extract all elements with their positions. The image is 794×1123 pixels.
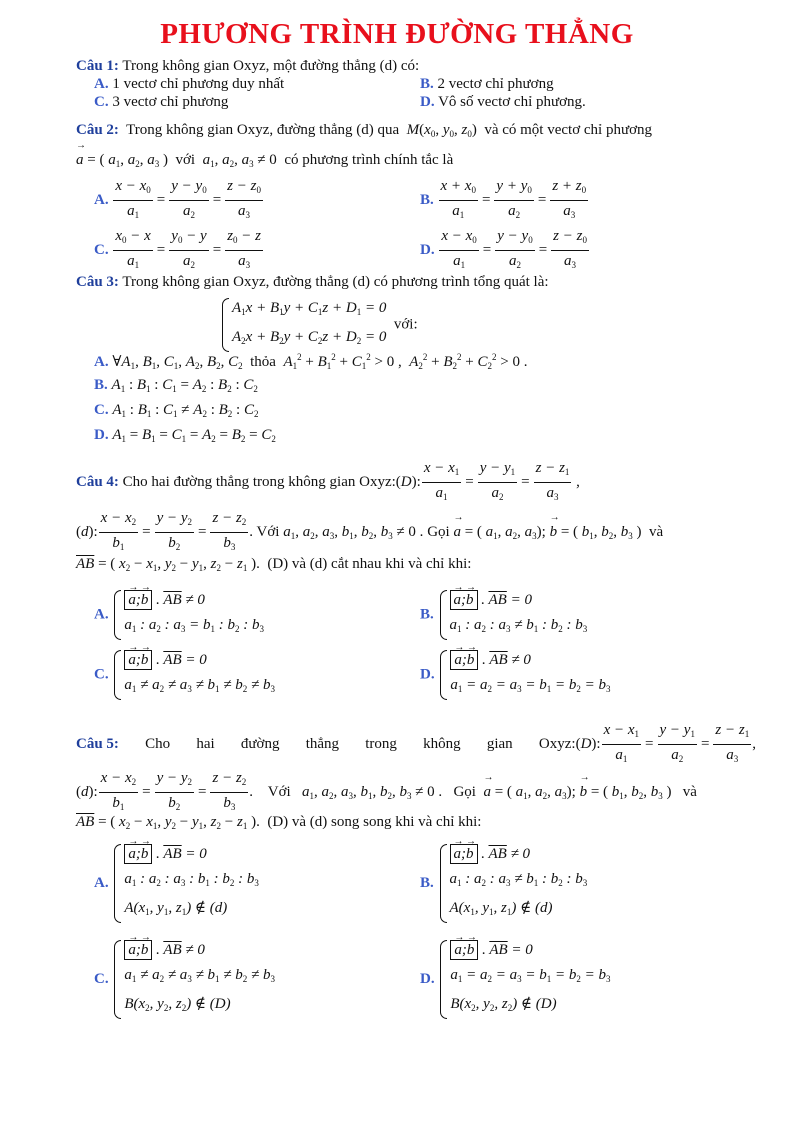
question-4-label: Câu 4: bbox=[76, 473, 119, 490]
q3-system: $A_1x + B_1y + C_1z + D_1 = 0$ $A_2x + B_2y + C_2z + D_2 = 0$ với: bbox=[220, 296, 418, 354]
q3-option-d[interactable]: D. $A_1 = B_1 = C_1 = A_2 = B_2 = C_2$ bbox=[94, 427, 276, 444]
q5-option-a[interactable]: A. → a;→ b . $\overline{AB} = 0$ $a_1$ : $a_2$ : $a_3$ : $b_1$ : $b_2$ : $b_3$ $A(x_1$, $y_1$, $z_1$) ∉ (d) bbox=[94, 842, 259, 925]
question-4: Câu 4: Cho hai đường thẳng trong không gian Oxyz:(D): $\frac{x - x_1}{a_1}$ = $\frac{y - y_1}{a_2}$ = $\frac{z - z_1}{a_3}$ , bbox=[76, 460, 580, 502]
question-2-line2: → a = ( $a_1$, $a_2$, $a_3$ ) với $a_1$, $a_2$, $a_3 \ne 0$ có phương trình chính tắc là bbox=[76, 152, 453, 169]
q3-option-a[interactable]: A. $\forall A_1$, $B_1$, $C_1$, $A_2$, $B_2$, $C_2$ thỏa $A_1^2 + B_1^2 + C_1^2 > 0$ , $A_2^2 + B_2^2 + C_2^2 > 0$ . bbox=[94, 352, 528, 371]
question-1-label: Câu 1: bbox=[76, 58, 119, 74]
q4-option-d[interactable]: D. → a;→ b . $\overline{AB} \ne 0$ $a_1 = a_2 = a_3 = b_1 = b_2 = b_3$ bbox=[420, 648, 610, 702]
q4-option-a[interactable]: A. → a;→ b . $\overline{AB} \ne 0$ $a_1$ : $a_2$ : $a_3 = b_1$ : $b_2$ : $b_3$ bbox=[94, 588, 264, 642]
q1-option-d[interactable]: D. Vô số vectơ chỉ phương. bbox=[420, 94, 586, 110]
question-5-label: Câu 5: bbox=[76, 736, 119, 752]
question-1 bbox=[76, 58, 419, 75]
question-5-line3: $\overline{AB}$ = ( $x_2 - x_1$, $y_2 - y_1$, $z_2 - z_1$ ). (D) và (d) song song khi và chỉ khi: bbox=[76, 814, 482, 831]
q2-option-b[interactable]: B. $\frac{x + x_0}{a_1}$ = $\frac{y + y_0}{a_2}$ = $\frac{z + z_0}{a_3}$ bbox=[420, 178, 587, 220]
question-3: Câu 3: Trong không gian Oxyz, đường thẳng (d) có phương trình tổng quát là: bbox=[76, 274, 549, 290]
q1-option-c[interactable]: C. 3 vectơ chỉ phương bbox=[94, 94, 229, 110]
q4-option-c[interactable]: C. → a;→ b . $\overline{AB} = 0$ $a_1 \ne a_2 \ne a_3 \ne b_1 \ne b_2 \ne b_3$ bbox=[94, 648, 275, 702]
q3-option-b[interactable]: B. $A_1$ : $B_1$ : $C_1 = A_2$ : $B_2$ : $C_2$ bbox=[94, 377, 258, 394]
q2-option-c[interactable]: C. $\frac{x_0 - x}{a_1}$ = $\frac{y_0 - y}{a_2}$ = $\frac{z_0 - z}{a_3}$ bbox=[94, 228, 261, 270]
q5-option-b[interactable]: B. → a;→ b . $\overline{AB} \ne 0$ $a_1$ : $a_2$ : $a_3 \ne b_1$ : $b_2$ : $b_3$ $A(x_1$, $y_1$, $z_1$) ∉ (d) bbox=[420, 842, 587, 925]
q5-option-c[interactable]: C. → a;→ b . $\overline{AB} \ne 0$ $a_1 \ne a_2 \ne a_3 \ne b_1 \ne b_2 \ne b_3$ $B(x_2$, $y_2$, $z_2$) ∉ (D) bbox=[94, 938, 275, 1021]
question-2: Câu 2: Trong không gian Oxyz, đường thẳng (d) qua $M(x_0$, $y_0$, $z_0$) và có một vectơ chỉ phương bbox=[76, 122, 653, 139]
q2-option-d[interactable]: D. $\frac{x - x_0}{a_1}$ = $\frac{y - y_0}{a_2}$ = $\frac{z - z_0}{a_3}$ bbox=[420, 228, 587, 270]
question-5-line2: (d): $\frac{x - x_2}{b_1}$ = $\frac{y - y_2}{b_2}$ = $\frac{z - z_2}{b_3}$ . Với $a_1$, $a_2$, $a_3$, $b_1$, $b_2$, $b_3 \ne 0$ . Gọi → a = ( $a_1$, $a_2$, $a_3$); → b = ( $b_1$, $b_2$, $b_3$ ) và bbox=[76, 768, 697, 817]
question-1-text: Trong không gian Oxyz, một đường thẳng (d) có: bbox=[122, 58, 420, 74]
q5-option-d[interactable]: D. → a;→ b . $\overline{AB} = 0$ $a_1 = a_2 = a_3 = b_1 = b_2 = b_3$ $B(x_2$, $y_2$, $z_2$) ∉ (D) bbox=[420, 938, 610, 1021]
q3-option-c[interactable]: C. $A_1$ : $B_1$ : $C_1 \ne A_2$ : $B_2$ : $C_2$ bbox=[94, 402, 259, 419]
question-4-line3: $\overline{AB}$ = ( $x_2 - x_1$, $y_2 - y_1$, $z_2 - z_1$ ). (D) và (d) cắt nhau khi và chỉ khi: bbox=[76, 556, 472, 573]
page-title: PHƯƠNG TRÌNH ĐƯỜNG THẲNG bbox=[160, 18, 634, 50]
q4-option-b[interactable]: B. → a;→ b . $\overline{AB} = 0$ $a_1$ : $a_2$ : $a_3 \ne b_1$ : $b_2$ : $b_3$ bbox=[420, 588, 587, 642]
question-3-label: Câu 3: bbox=[76, 274, 119, 290]
q2-option-a[interactable]: A. $\frac{x - x_0}{a_1}$ = $\frac{y - y_0}{a_2}$ = $\frac{z - z_0}{a_3}$ bbox=[94, 178, 261, 220]
question-2-label: Câu 2: bbox=[76, 122, 119, 138]
q1-option-a[interactable]: A. 1 vectơ chỉ phương duy nhất bbox=[94, 76, 285, 92]
question-4-line2: (d): $\frac{x - x_2}{b_1}$ = $\frac{y - y_2}{b_2}$ = $\frac{z - z_2}{b_3}$ . Với $a_1$, $a_2$, $a_3$, $b_1$, $b_2$, $b_3 \ne 0$ . Gọi → a = ( $a_1$, $a_2$, $a_3$); → b = ( $b_1$, $b_2$, $b_3$ ) và bbox=[76, 508, 663, 557]
q1-option-b[interactable]: B. 2 vectơ chỉ phương bbox=[420, 76, 554, 92]
question-5: Câu 5: Cho hai đường thẳng trong không gian Oxyz:(D): $\frac{x - x_1}{a_1}$ = $\frac{y - y_1}{a_2}$ = $\frac{z - z_1}{a_3}$ , bbox=[76, 722, 756, 764]
